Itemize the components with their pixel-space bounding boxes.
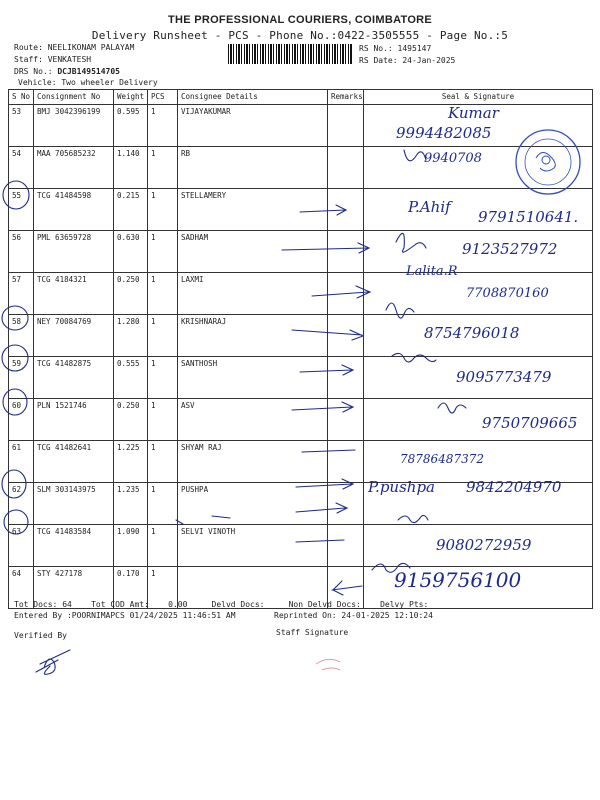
rs-date-label: RS Date: [359, 56, 398, 65]
row-weight: 1.225 [114, 441, 148, 483]
row-weight: 0.595 [114, 105, 148, 147]
row-sno: 62 [9, 483, 34, 525]
row-consignee: SADHAM [178, 231, 328, 273]
col-header-consignee: Consignee Details [178, 90, 328, 105]
handwritten-phone: 9123527972 [462, 240, 558, 258]
handwritten-phone: 9842204970 [466, 478, 562, 496]
signature-scribble [404, 150, 426, 161]
handwritten-name: Kumar [448, 104, 499, 122]
row-weight: 1.140 [114, 147, 148, 189]
row-consignee: SANTHOSH [178, 357, 328, 399]
handwritten-name: P.pushpa [368, 478, 435, 496]
arrow-mark [296, 479, 353, 489]
row-pcs: 1 [148, 441, 178, 483]
row-sno: 58 [9, 315, 34, 357]
handwritten-phone: 78786487372 [400, 452, 484, 466]
col-header-pcs: PCS [148, 90, 178, 105]
arrow-mark [300, 365, 353, 375]
row-pcs: 1 [148, 399, 178, 441]
handwritten-phone: 9940708 [424, 151, 482, 166]
rs-date-value: 24-Jan-2025 [402, 56, 456, 65]
circle-mark [2, 306, 28, 330]
handwritten-phone: 9095773479 [456, 368, 552, 386]
row-consignee: RB [178, 147, 328, 189]
handwritten-phone: 9159756100 [394, 568, 522, 592]
arrow-mark [296, 540, 344, 542]
row-consignee: KRISHNARAJ [178, 315, 328, 357]
col-header-weight: Weight [114, 90, 148, 105]
col-header-consignment: Consignment No [34, 90, 114, 105]
row-pcs: 1 [148, 567, 178, 609]
row-consignment-no: TCG 41484598 [34, 189, 114, 231]
row-sno: 54 [9, 147, 34, 189]
row-consignee: LAXMI [178, 273, 328, 315]
row-weight: 0.555 [114, 357, 148, 399]
signature-scribble [438, 403, 466, 413]
row-pcs: 1 [148, 315, 178, 357]
arrow-mark [332, 581, 362, 595]
row-sno: 64 [9, 567, 34, 609]
tot-docs-label: Tot Docs: [14, 600, 58, 609]
row-consignment-no: SLM 303143975 [34, 483, 114, 525]
staff-label: Staff: [14, 55, 43, 64]
handwritten-phone: 9080272959 [436, 536, 532, 554]
row-consignment-no: NEY 70084769 [34, 315, 114, 357]
row-consignment-no: BMJ 3042396199 [34, 105, 114, 147]
staff-signature-mark [316, 659, 340, 670]
delvd-docs-label: Delvd Docs: [211, 600, 265, 609]
row-consignment-no: TCG 41483584 [34, 525, 114, 567]
circle-mark [3, 181, 29, 209]
circle-mark [4, 510, 28, 534]
row-consignee: PUSHPA [178, 483, 328, 525]
row-consignee: ASV [178, 399, 328, 441]
delvy-pts-label: Delvy Pts: [380, 600, 429, 609]
row-sno: 60 [9, 399, 34, 441]
row-consignment-no: PLN 1521746 [34, 399, 114, 441]
row-weight: 1.090 [114, 525, 148, 567]
row-sno: 57 [9, 273, 34, 315]
reprinted-on: Reprinted On: 24-01-2025 12:10:24 [274, 611, 433, 620]
col-header-sno: S No [9, 90, 34, 105]
vehicle-value: Two wheeler Delivery [61, 78, 158, 87]
arrow-mark [300, 205, 346, 215]
row-pcs: 1 [148, 231, 178, 273]
tot-docs-value: 64 [62, 600, 72, 609]
signature-scribble [392, 353, 436, 362]
row-sno: 63 [9, 525, 34, 567]
signature-scribble [398, 515, 428, 522]
row-weight: 0.630 [114, 231, 148, 273]
handwritten-name: Lalita.R [406, 264, 458, 279]
row-pcs: 1 [148, 105, 178, 147]
circle-mark [3, 389, 27, 415]
row-weight: 0.250 [114, 273, 148, 315]
tot-cod-value: 0.00 [168, 600, 188, 609]
route-label: Route: [14, 43, 43, 52]
runsheet-subtitle: Delivery Runsheet - PCS - Phone No.:0422-3505555 - Page No.:5 [91, 29, 509, 42]
drs-value: DCJB149514705 [57, 67, 120, 76]
col-header-signature: Seal & Signature [364, 90, 593, 105]
row-pcs: 1 [148, 483, 178, 525]
col-header-remarks: Remarks [328, 90, 364, 105]
row-consignment-no: TCG 41482641 [34, 441, 114, 483]
row-consignee: VIJAYAKUMAR [178, 105, 328, 147]
row-pcs: 1 [148, 189, 178, 231]
row-weight: 0.250 [114, 399, 148, 441]
drs-label: DRS No.: [14, 67, 53, 76]
tot-cod-label: Tot COD Amt: [91, 600, 149, 609]
row-pcs: 1 [148, 525, 178, 567]
verified-by-label: Verified By [14, 631, 67, 640]
circle-mark [2, 345, 28, 371]
row-weight: 1.280 [114, 315, 148, 357]
staff-value: VENKATESH [47, 55, 92, 64]
handwritten-phone: 9994482085 [396, 124, 492, 142]
row-pcs: 1 [148, 357, 178, 399]
handwritten-phone: 9750709665 [482, 414, 578, 432]
row-weight: 0.170 [114, 567, 148, 609]
arrow-mark [312, 286, 370, 298]
rs-no-value: 1495147 [397, 44, 432, 53]
courier-stamp [516, 130, 580, 194]
row-consignment-no: PML 63659728 [34, 231, 114, 273]
row-sno: 59 [9, 357, 34, 399]
row-consignee: STELLAMERY [178, 189, 328, 231]
totals-line [14, 600, 428, 609]
circle-mark [2, 470, 26, 498]
signature-scribble [386, 303, 414, 318]
handwritten-name: P.Ahif [408, 198, 451, 216]
vehicle-label: Vehicle: [18, 78, 57, 87]
row-consignment-no: TCG 4184321 [34, 273, 114, 315]
row-consignee: SHYAM RAJ [178, 441, 328, 483]
handwritten-phone: 9791510641. [478, 208, 579, 226]
row-consignment-no: TCG 41482875 [34, 357, 114, 399]
row-consignee: SELVI VINOTH [178, 525, 328, 567]
signature-scribble [396, 233, 426, 252]
handwritten-phone: 8754796018 [424, 324, 520, 342]
row-pcs: 1 [148, 273, 178, 315]
row-weight: 1.235 [114, 483, 148, 525]
row-consignment-no: MAA 705685232 [34, 147, 114, 189]
row-sno: 61 [9, 441, 34, 483]
row-weight: 0.215 [114, 189, 148, 231]
arrow-mark [302, 450, 355, 452]
rs-no-label: RS No.: [359, 44, 393, 53]
row-sno: 55 [9, 189, 34, 231]
arrow-mark [282, 243, 369, 253]
row-sno: 53 [9, 105, 34, 147]
staff-signature-label: Staff Signature [276, 628, 349, 637]
handwritten-phone: 7708870160 [466, 286, 549, 301]
verified-signature [36, 650, 70, 674]
company-name: THE PROFESSIONAL COURIERS, COIMBATORE [167, 14, 433, 26]
row-consignment-no: STY 427178 [34, 567, 114, 609]
arrow-mark [292, 402, 353, 412]
non-delvd-docs-label: Non Delvd Docs: [288, 600, 361, 609]
row-sno: 56 [9, 231, 34, 273]
row-pcs: 1 [148, 147, 178, 189]
arrow-mark [292, 330, 363, 340]
route-value: NEELIKONAM PALAYAM [47, 43, 135, 52]
entered-by: Entered By :POORNIMAPCS 01/24/2025 11:46:51 AM [14, 611, 236, 620]
arrow-mark [296, 503, 347, 513]
